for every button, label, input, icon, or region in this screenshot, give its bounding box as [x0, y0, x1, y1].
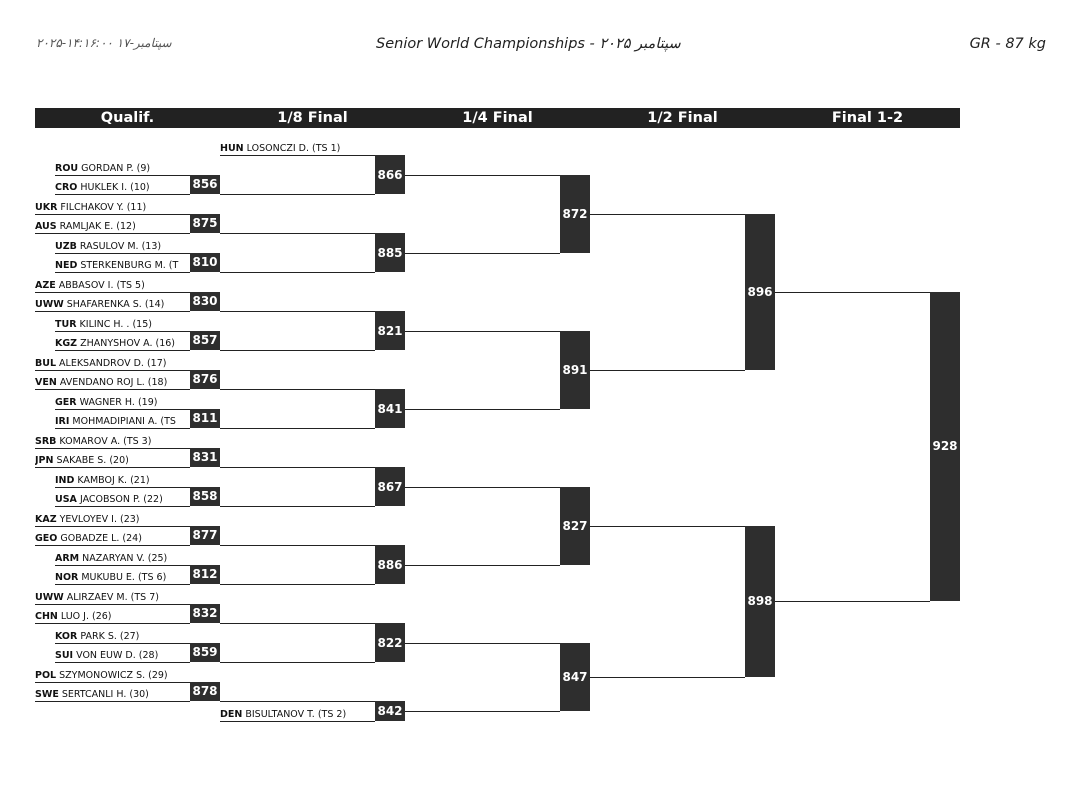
athlete-country: KOR: [55, 630, 78, 642]
athlete-name: STERKENBURG M. (T: [77, 260, 179, 271]
eighth-final-bout: 885: [375, 233, 405, 272]
athlete-country: UKR: [35, 201, 58, 213]
round-qualif: Qualif.: [100, 110, 155, 126]
eighth-final-bout: 842: [375, 701, 405, 721]
athlete-country: UZB: [55, 240, 77, 252]
qualif-bout: 877: [190, 526, 220, 546]
semi-final-bout: 896: [745, 214, 775, 370]
athlete-country: AZE: [35, 279, 56, 291]
eighth-final-bout: 841: [375, 389, 405, 428]
eighth-final-bout: 822: [375, 623, 405, 662]
qualif-bout: 876: [190, 370, 220, 390]
athlete-name: PARK S. (27): [77, 630, 140, 642]
athlete-name: GOBADZE L. (24): [57, 533, 142, 544]
qualif-bout: 830: [190, 292, 220, 312]
qualif-bout: 857: [190, 331, 220, 351]
eighth-final-bout: 866: [375, 155, 405, 194]
athlete-country: VEN: [35, 377, 57, 388]
eighth-final-bout: 867: [375, 467, 405, 506]
eighth-final-bout: 821: [375, 311, 405, 350]
athlete-country: POL: [35, 669, 57, 681]
qualif-bout: 832: [190, 604, 220, 624]
athlete-country: UWW: [35, 591, 64, 603]
athlete-name: AVENDANO ROJ L. (18): [56, 377, 168, 388]
athlete-name: SZYMONOWICZ S. (29): [56, 669, 168, 681]
qualif-bout: 875: [190, 214, 220, 234]
athlete-name: MUKUBU E. (TS 6): [78, 572, 167, 583]
athlete-country: NOR: [55, 572, 79, 583]
qualif-bout: 831: [190, 448, 220, 468]
athlete-name: BISULTANOV T. (TS 2): [242, 708, 347, 720]
athlete-name: RAMLJAK E. (12): [56, 221, 136, 232]
qualif-bout: 810: [190, 253, 220, 273]
quarter-final-bout: 847: [560, 643, 590, 711]
athlete-country: IRI: [55, 416, 70, 427]
semi-final-bout: 898: [745, 526, 775, 677]
athlete-country: UWW: [35, 299, 64, 310]
athlete-country: ARM: [55, 552, 80, 564]
athlete-name: GORDAN P. (9): [78, 162, 151, 174]
athlete-country: BUL: [35, 357, 57, 369]
athlete-name: ZHANYSHOV A. (16): [77, 338, 176, 349]
quarter-final-bout: 827: [560, 487, 590, 565]
athlete-name: LOSONCZI D. (TS 1): [243, 143, 341, 154]
athlete-country: DEN: [220, 708, 243, 720]
weight-category: GR - 87 kg: [969, 36, 1046, 52]
qualif-bout: 856: [190, 175, 220, 195]
athlete-name: HUKLEK I. (10): [77, 182, 150, 193]
athlete-country: HUN: [220, 143, 244, 154]
athlete-name: SERTCANLI H. (30): [58, 689, 149, 700]
athlete-name: JACOBSON P. (22): [76, 494, 163, 505]
athlete-country: SRB: [35, 435, 57, 447]
athlete-country: KGZ: [55, 338, 78, 349]
athlete-name: SAKABE S. (20): [53, 455, 129, 466]
athlete-country: GEO: [35, 533, 58, 544]
athlete-country: CHN: [35, 611, 58, 622]
qualif-bout: 859: [190, 643, 220, 663]
athlete-name: YEVLOYEV I. (23): [56, 513, 140, 525]
athlete-country: USA: [55, 494, 77, 505]
athlete-name: LUO J. (26): [57, 611, 112, 622]
event-title: Senior World Championships - ۲۰۲۵ سپتامبر: [376, 36, 681, 52]
timestamp: ۲۰۲۵-۱۴:۱۶:۰۰ ۱۷-سپتامبر: [36, 36, 172, 50]
round-quarter-final: 1/4 Final: [462, 110, 533, 126]
round-final: Final 1-2: [831, 110, 904, 126]
qualif-bout: 811: [190, 409, 220, 429]
athlete-country: TUR: [55, 318, 77, 330]
athlete-country: ROU: [55, 162, 79, 174]
athlete-name: FILCHAKOV Y. (11): [57, 201, 147, 213]
athlete-name: SHAFARENKA S. (14): [63, 299, 165, 310]
athlete-name: NAZARYAN V. (25): [79, 552, 168, 564]
athlete-name: KILINC H. . (15): [76, 318, 152, 330]
athlete-name: KAMBOJ K. (21): [74, 474, 150, 486]
qualif-bout: 812: [190, 565, 220, 585]
athlete-name: RASULOV M. (13): [76, 240, 162, 252]
athlete-country: IND: [55, 474, 75, 486]
qualif-bout: 878: [190, 682, 220, 702]
athlete-country: JPN: [35, 455, 54, 466]
final-bout: 928: [930, 292, 960, 602]
round-eighth-final: 1/8 Final: [277, 110, 348, 126]
athlete-country: SUI: [55, 650, 74, 661]
athlete-country: KAZ: [35, 513, 57, 525]
athlete-country: NED: [55, 260, 78, 271]
athlete-country: CRO: [55, 182, 78, 193]
athlete-name: ALEKSANDROV D. (17): [56, 357, 167, 369]
athlete-name: ABBASOV I. (TS 5): [55, 279, 145, 291]
qualif-bout: 858: [190, 487, 220, 507]
eighth-final-bout: 886: [375, 545, 405, 584]
athlete-name: ALIRZAEV M. (TS 7): [63, 591, 159, 603]
athlete-country: SWE: [35, 689, 59, 700]
athlete-name: MOHMADIPIANI A. (TS: [69, 416, 176, 427]
athlete-name: WAGNER H. (19): [76, 396, 158, 408]
athlete-country: GER: [55, 396, 77, 408]
athlete-country: AUS: [35, 221, 57, 232]
athlete-name: KOMAROV A. (TS 3): [56, 435, 152, 447]
quarter-final-bout: 891: [560, 331, 590, 409]
round-semi-final: 1/2 Final: [647, 110, 718, 126]
quarter-final-bout: 872: [560, 175, 590, 253]
athlete-name: VON EUW D. (28): [73, 650, 159, 661]
